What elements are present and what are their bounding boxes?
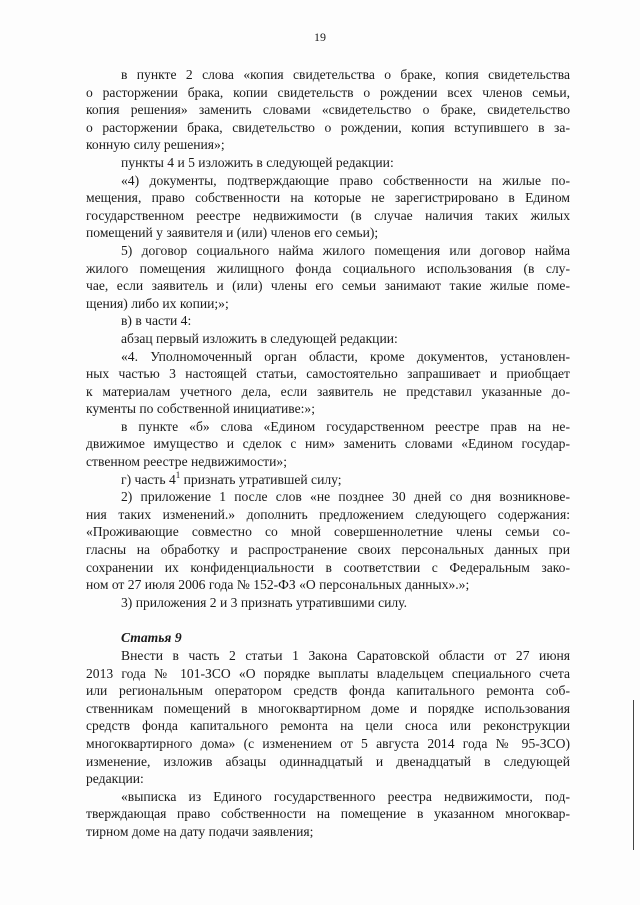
- text-line: 2013 года № 101-ЗСО «О порядке выплаты владельцем специального счета: [86, 665, 570, 681]
- text-line: ния таких изменений.» дополнить предложением следующего содержания:: [86, 506, 570, 522]
- text-line: в) в части 4:: [121, 313, 192, 329]
- text-line: [86, 471, 570, 489]
- text-line: тверждающая право собственности на помещение в указанном многоквар-: [86, 806, 570, 822]
- page-number: 19: [314, 30, 326, 44]
- text-line: ственном реестре недвижимости»;: [86, 454, 287, 470]
- text-line: ном от 27 июля 2006 года № 152-ФЗ «О персональных данных».»;: [86, 577, 470, 593]
- text-line: 2) приложение 1 после слов «не позднее 30 дней со дня возникнове-: [121, 489, 570, 505]
- article-heading: Статья 9: [121, 630, 182, 646]
- text-line: «Проживающие совместно со мной совершеннолетние члены семьи со-: [86, 524, 570, 540]
- text-line: ных частью 3 настоящей статьи, самостоятельно запрашивает и приобщает: [86, 366, 570, 382]
- text-line: многоквартирного дома» (с изменением от 5 августа 2014 года № 95-ЗСО): [86, 735, 570, 751]
- document-body: [86, 66, 570, 841]
- text-line: 3) приложения 2 и 3 признать утратившими силу.: [121, 594, 407, 610]
- text-line: помещений у заявителя и (или) членов его семьи);: [86, 225, 379, 241]
- text-line: в пункте «б» слова «Едином государственном реестре прав на не-: [121, 418, 570, 434]
- text-line: ственникам помещений в многоквартирном доме и порядке использования: [86, 700, 570, 716]
- text-line: щения) либо их копии;»;: [86, 295, 229, 311]
- text-line: чае, если заявитель и (или) члены его семьи занимают такие жилые поме-: [86, 278, 570, 294]
- text-line: о расторжении брака, свидетельство о рождении, копия вступившего в за-: [86, 119, 570, 135]
- text-line: государственном реестре недвижимости (в случае наличия таких жилых: [86, 207, 570, 223]
- text-line: «4. Уполномоченный орган области, кроме документов, установлен-: [121, 348, 570, 364]
- text-line: о расторжении брака, копии свидетельств о рождении всех членов семьи,: [86, 84, 570, 100]
- text-line: мещения, право собственности на которые не зарегистрировано в Едином: [86, 190, 570, 206]
- text-line: жилого помещения жилищного фонда социального использования (в слу-: [86, 260, 570, 276]
- text-line: тирном доме на дату подачи заявления;: [86, 823, 314, 839]
- text-line: средств фонда капитального ремонта на цели сноса или реконструкции: [86, 718, 570, 734]
- text-line: пункты 4 и 5 изложить в следующей редакции:: [121, 154, 394, 170]
- text-line: «выписка из Единого государственного реестра недвижимости, под-: [121, 788, 570, 804]
- text-line: копия решения» заменить словами «свидетельство о браке, свидетельство: [86, 102, 570, 118]
- text-line: гласны на обработку и распространение своих персональных данных при: [86, 542, 570, 558]
- text-segment: г) часть 4: [121, 471, 176, 487]
- text-line: сохранении их конфиденциальности в соответствии с Федеральным зако-: [86, 559, 570, 575]
- text-line: или региональным оператором средств фонда капитального ремонта соб-: [86, 683, 570, 699]
- text-line: движимое имущество и сделок с ним» заменить словами «Едином государ-: [86, 436, 570, 452]
- text-line: к материалам учетного дела, если заявитель не представил указанные до-: [86, 383, 570, 399]
- text-segment: признать утратившей силу;: [180, 471, 342, 487]
- scan-edge-mark: [633, 700, 634, 850]
- superscript: 1: [175, 469, 181, 480]
- text-line: изменение, изложив абзацы одиннадцатый и двенадцатый в следующей: [86, 753, 570, 769]
- text-line: в пункте 2 слова «копия свидетельства о браке, копия свидетельства: [121, 67, 570, 82]
- text-line: Внести в часть 2 статьи 1 Закона Саратовской области от 27 июня: [121, 648, 570, 663]
- text-line: 5) договор социального найма жилого помещения или договор найма: [121, 242, 570, 258]
- text-line: кументы по собственной инициативе:»;: [86, 401, 315, 417]
- text-line: редакции:: [86, 771, 144, 787]
- text-line: конную силу решения»;: [86, 137, 225, 153]
- text-line: абзац первый изложить в следующей редакции:: [121, 330, 398, 346]
- text-line: «4) документы, подтверждающие право собственности на жилые по-: [121, 172, 570, 188]
